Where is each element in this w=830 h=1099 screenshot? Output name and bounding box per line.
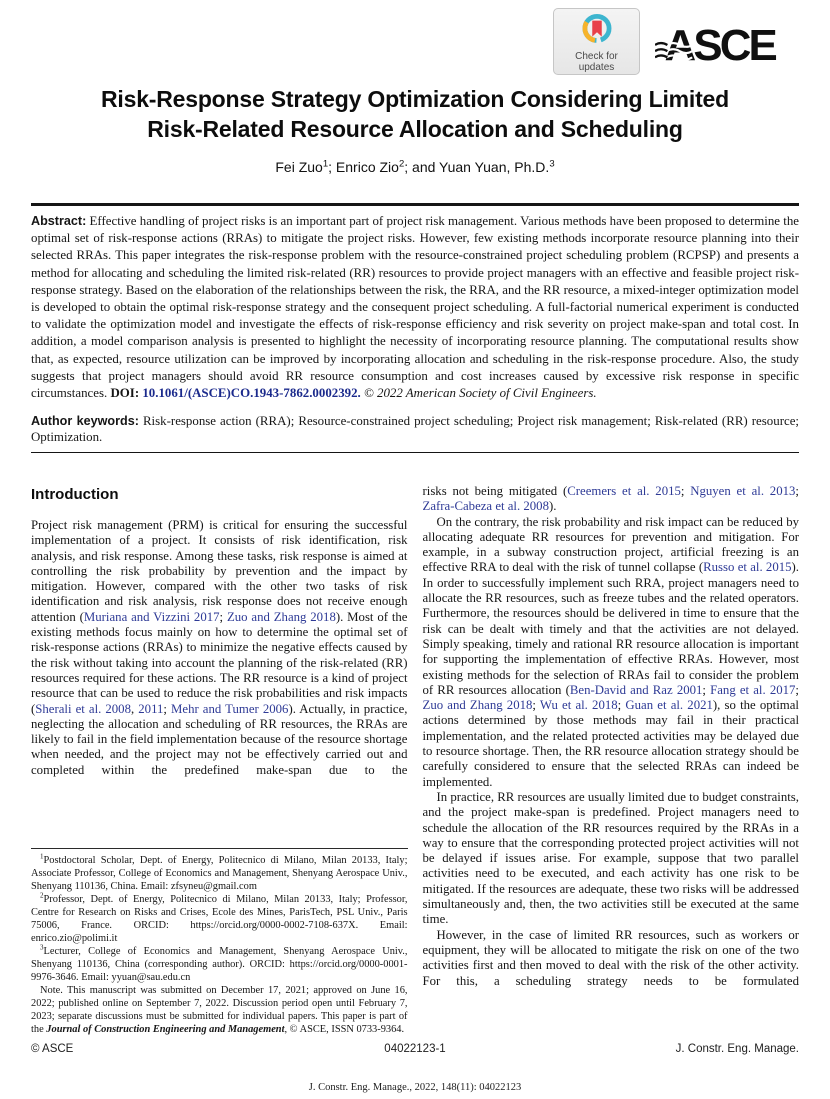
abstract-label: Abstract:	[31, 214, 87, 228]
footnotes-block	[31, 848, 408, 1036]
title-line-2: Risk-Related Resource Allocation and Scheduling	[147, 116, 683, 142]
svg-text:ASCE: ASCE	[664, 21, 775, 67]
body-columns	[31, 484, 799, 1036]
footer-journal: J. Constr. Eng. Manage.	[675, 1043, 799, 1055]
citation-link[interactable]: Zuo and Zhang 2018	[422, 698, 533, 713]
citation-link[interactable]: Muriana and Vizzini 2017	[83, 609, 220, 624]
citation-line: J. Constr. Eng. Manage., 2022, 148(11): 04022123	[308, 1082, 522, 1093]
footnote-2: $^2$Professor, Dept. of Energy, Politecnico di Milano, Milan 20133, Italy; Professor, Centre for Research on Risks and Crises, Ecole des Mines, ParisTech, PSL Univ., Paris 75006, France. ORCID: https://orcid.org/0000-0002-7108-637X. Email: enrico.zio@polimi.it	[31, 891, 408, 944]
citation-link[interactable]: Nguyen et al. 2013	[690, 484, 796, 498]
body-paragraph: risks not being mitigated (Creemers et al. 2015; Nguyen et al. 2013; Zafra-Cabeza et al. 2008).	[422, 484, 799, 514]
abstract-text: Abstract: Effective handling of project risks is an important part of project risk management. Various methods have been proposed to determine the optimal set of risk-response actions (RRAs) to mitigate the project risks. However, few existing methods incorporate resource planning into their selected RRAs. This paper integrates the risk-response problem with the resource-constrained project scheduling problem (RCPSP) and presents a method for allocating and scheduling the limited risk-related (RR) resources to provide project managers with an effective and feasible project risk-response strategy. Based on the elaboration of the relationships between the risk, the RRA, and the RR resource, a mixed-integer optimization model is developed to obtain the optimal risk-response strategy and the consequent project scheduling. A full-factorial numerical experiment is conducted to validate the optimization model and investigate the effects of risk-response efficiency and risk severity on project make-span and total cost. In addition, a model comparison analysis is presented to highlight the necessity of incorporating resource planning. The computational results show that, as expected, resource utilization can be improved by incorporating allocation and scheduling in the risk-response procedure. Also, the study suggests that project managers should avoid RR resource consumption and cost increases caused by excessive risk response in specific circumstances. DOI: 10.1061/(ASCE)CO.1943-7862.0002392. © 2022 American Society of Civil Engineers.	[31, 214, 799, 401]
citation-link[interactable]: Sherali et al. 2008	[35, 701, 131, 716]
citation-link[interactable]: 2011	[138, 701, 164, 716]
keywords-label: Author keywords:	[31, 414, 139, 429]
keywords-text: Author keywords: Risk-response action (RRA); Resource-constrained project scheduling; Project risk management; Risk-related (RR) resource; Optimization.	[31, 414, 800, 445]
section-heading-introduction: Introduction	[31, 486, 119, 503]
footer-copyright: © ASCE	[31, 1043, 74, 1055]
doi-link[interactable]: 10.1061/(ASCE)CO.1943-7862.0002392.	[142, 386, 361, 401]
crossmark-icon	[578, 11, 616, 51]
page-title	[0, 84, 830, 144]
body-paragraph: In practice, RR resources are usually limited due to budget constraints, and the project make-span is predefined. Project managers need to schedule the allocation of the RR resources required by the RRAs in a way to ensure that the corresponding protected project activities will not be delayed if issues arise. For example, suppose that two parallel activities need to be executed, and each activity has one risk to be mitigated. If the resources are adequate, these two risks will be addressed simultaneously and, then, the two activities still be executed at the same time.	[422, 789, 799, 927]
citation-link[interactable]: Ben-David and Raz 2001	[569, 682, 703, 697]
footnote-1: $^1$Postdoctoral Scholar, Dept. of Energy, Politecnico di Milano, Milan 20133, Italy; Associate Professor, College of Economics and Management, Shenyang Aerospace Univ., Shenyang 110136, China. Email: zfsyneu@gmail.com	[31, 852, 408, 892]
body-paragraph: However, in the case of limited RR resources, such as workers or equipment, they will be allocated to mitigate the risk on one of the two activities first and then moved to deal with the risk of the other activity. For this, a scheduling strategy needs to be formulated	[422, 927, 799, 988]
right-column	[423, 484, 800, 1036]
check-for-updates-badge[interactable]	[553, 8, 640, 75]
citation-link[interactable]: Mehr and Tumer 2006	[171, 701, 289, 716]
title-line-1: Risk-Response Strategy Optimization Considering Limited	[101, 86, 729, 112]
citation-link[interactable]: Zuo and Zhang 2018	[226, 609, 336, 624]
abstract-section	[31, 203, 799, 453]
footnote-3: $^3$Lecturer, College of Economics and Management, Shenyang Aerospace Univ., Shenyang 110136, China (corresponding author). ORCID: https://orcid.org/0000-0001-9976-3646. Email: yyuan@sau.edu.cn	[31, 943, 408, 983]
citation-link[interactable]: Wu et al. 2018	[539, 698, 618, 713]
footer-page-number: 04022123-1	[384, 1043, 446, 1055]
left-column	[31, 484, 408, 1036]
badge-label: Check for updates	[575, 51, 618, 73]
citation-link[interactable]: Russo et al. 2015	[703, 560, 792, 575]
author-byline: Fei Zuo$^1$; Enrico Zio$^2$; and Yuan Yuan, Ph.D.$^3$	[275, 158, 555, 175]
citation-link[interactable]: Creemers et al. 2015	[567, 484, 681, 498]
citation-link[interactable]: Fang et al. 2017	[710, 682, 796, 697]
footnote-note: Note. This manuscript was submitted on December 17, 2021; approved on June 16, 2022; published online on September 7, 2022. Discussion period open until February 7, 2023; separate discussions must be submitted for individual papers. This paper is part of the Journal of Construction Engineering and Management, © ASCE, ISSN 0733-9364.	[31, 985, 408, 1035]
body-paragraph: On the contrary, the risk probability and risk impact can be reduced by allocating adequate RR resources for prevention and mitigation. For example, in a subway construction project, artificial freezing is an effective RRA to deal with the risk of tunnel collapse (Russo et al. 2015). In order to successfully implement such RRA, project managers need to allocate the RR resources, such as freeze tubes and the related operators. Furthermore, the resources should be delivered in time to ensure that the risk can be dealt with timely and that the activities are not delayed. Simply speaking, timely and rational RR resource allocation is important for supporting the implementation of effective RRAs. However, most existing methods for the selection of RRAs fail to consider the problem of RR resources allocation (Ben-David and Raz 2001; Fang et al. 2017; Zuo and Zhang 2018; Wu et al. 2018; Guan et al. 2021), so the optimal actions determined by those methods may fail in their practical implementation, and the related protected activities may be delayed due to resource shortage. Then, the RR resource allocation strategy should be carefully considered to ensure that the selected RRAs can indeed be implemented.	[422, 514, 799, 789]
citation-link[interactable]: Zafra-Cabeza et al. 2008	[422, 499, 549, 514]
page-footer	[31, 1043, 799, 1055]
intro-paragraph: Project risk management (PRM) is critical for ensuring the successful implementation of a project. It consists of risk identification, risk analysis, and risk response. Among these tasks, risk response is aimed at controlling the risk probability by prevention and the impact by mitigation. However, compared with the other two tasks of risk identification and risk analysis, risk response does not receive enough attention (Muriana and Vizzini 2017; Zuo and Zhang 2018). Most of the existing methods focus mainly on how to determine the optimal set of risk-response actions (RRAs) to minimize the negative effects caused by the risk without taking into account the planning of the risk-related (RR) resources required for these actions. The RR resource is a kind of project resource that can be used to reduce the risk probabilities and risk impacts (Sherali et al. 2008, 2011; Mehr and Tumer 2006). Actually, in practice, neglecting the allocation and scheduling of RR resources, the RRAs are likely to fail in the field implementation because of the resource shortage when needed, and the project may not be effectively carried out and completed within the predefined make-span due to the	[31, 518, 408, 777]
asce-logo	[655, 21, 779, 67]
citation-link[interactable]: Guan et al. 2021	[625, 698, 713, 713]
